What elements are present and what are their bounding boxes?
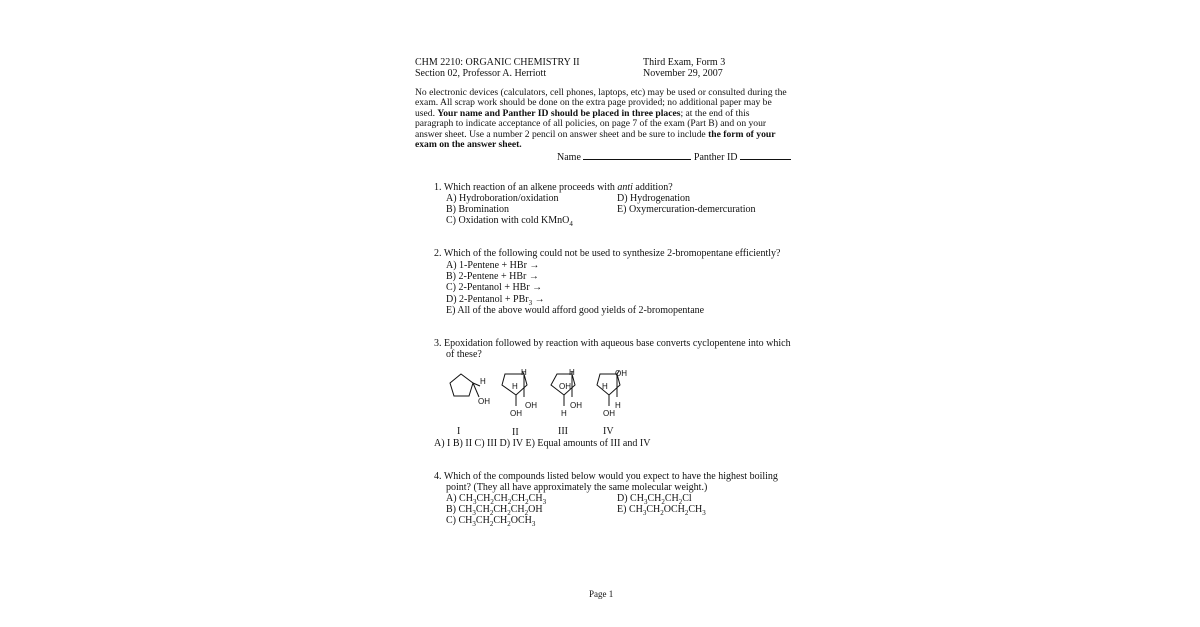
structure-i bbox=[450, 374, 480, 397]
struct-i-h: H bbox=[480, 377, 486, 386]
q2-option-e[interactable]: E) All of the above would afford good yields of 2-bromopentane bbox=[446, 305, 705, 316]
q4-option-e[interactable]: E) $CH_3CH_2OCH_2CH_3$ bbox=[617, 504, 706, 517]
struct-iv-h-inner: H bbox=[602, 382, 608, 391]
name-line bbox=[557, 150, 791, 163]
q1-option-e[interactable]: E) Oxymercuration-demercuration bbox=[617, 204, 756, 215]
struct-i-oh: OH bbox=[478, 397, 490, 406]
struct-ii-h-top: H bbox=[521, 368, 527, 377]
q3-label-i: I bbox=[457, 426, 461, 437]
q1-option-a[interactable]: A) Hydroboration/oxidation bbox=[446, 193, 559, 204]
course-title: CHM 2210: ORGANIC CHEMISTRY II bbox=[415, 57, 580, 68]
q3-label-iii: III bbox=[558, 426, 568, 437]
q2-stem: 2. Which of the following could not be used to synthesize 2-bromopentane efficiently? bbox=[434, 248, 781, 259]
instructions-text-1: No electronic devices (calculators, cell phones, laptops, etc) may be used or consulted during the exam. All scrap work should be done on the extra page provided; no additional paper may be used. bbox=[415, 87, 787, 119]
q1-option-d[interactable]: D) Hydrogenation bbox=[617, 193, 691, 204]
instructions-bold-1: Your name and Panther ID should be placed in three places bbox=[437, 107, 681, 119]
q3-stem-line2: of these? bbox=[446, 349, 482, 360]
instructions-text-2: ; at the end of this paragraph to indicate acceptance of all policies, on page 7 of the exam (Part B) and on your answer sheet. Use a number 2 pencil on answer sheet and be sure to include bbox=[415, 107, 767, 140]
struct-iii-oh-inner: OH bbox=[559, 382, 571, 391]
struct-iv-oh-top: OH bbox=[615, 369, 627, 378]
struct-iv-oh-bottom: OH bbox=[603, 409, 615, 418]
q4-option-b[interactable]: B) $CH_3CH_2CH_2CH_2OH$ bbox=[446, 504, 543, 517]
section-info: Section 02, Professor A. Herriott bbox=[415, 68, 547, 79]
q1-stem: 1. Which reaction of an alkene proceeds with anti addition? bbox=[434, 182, 673, 193]
q2-option-c[interactable]: C) 2-Pentanol + HBr → bbox=[446, 282, 543, 293]
q2-option-a[interactable]: A) 1-Pentene + HBr → bbox=[446, 260, 540, 271]
panther-id-label: Panther ID bbox=[693, 152, 738, 163]
instructions-bold-2: the form of your exam on the answer sheet. bbox=[415, 128, 776, 151]
struct-ii-h-inner: H bbox=[512, 382, 518, 391]
struct-ii-oh-bottom: OH bbox=[510, 409, 522, 418]
q3-structures bbox=[445, 365, 670, 425]
q2-option-b[interactable]: B) 2-Pentene + HBr → bbox=[446, 271, 539, 282]
q4-option-a[interactable]: A) $CH_3CH_2CH_2CH_2CH_3$ bbox=[446, 493, 547, 506]
name-blank[interactable] bbox=[583, 150, 691, 160]
q3-label-ii: II bbox=[512, 427, 519, 438]
q4-stem-line1: 4. Which of the compounds listed below would you expect to have the highest boiling bbox=[434, 471, 778, 482]
name-label: Name bbox=[557, 152, 581, 163]
struct-iii-oh-right: OH bbox=[570, 401, 582, 410]
exam-form: Third Exam, Form 3 bbox=[643, 57, 726, 68]
panther-id-blank[interactable] bbox=[740, 150, 791, 160]
struct-ii-oh-right: OH bbox=[525, 401, 537, 410]
q4-option-c[interactable]: C) $CH_3CH_2CH_2OCH_3$ bbox=[446, 515, 536, 528]
q3-label-iv: IV bbox=[603, 426, 614, 437]
q3-answer-options[interactable]: A) I B) II C) III D) IV E) Equal amounts of III and IV bbox=[434, 438, 651, 449]
struct-iii-h-bottom: H bbox=[561, 409, 567, 418]
q1-option-c[interactable]: C) Oxidation with cold KMnO$_4$ bbox=[446, 215, 573, 228]
page-number: Page 1 bbox=[589, 589, 614, 599]
struct-iii-h-top: H bbox=[569, 368, 575, 377]
q3-stem-line1: 3. Epoxidation followed by reaction with aqueous base converts cyclopentene into which bbox=[434, 338, 791, 349]
q1-option-b[interactable]: B) Bromination bbox=[446, 204, 510, 215]
struct-iv-h-right: H bbox=[615, 401, 621, 410]
instructions-paragraph bbox=[415, 88, 790, 150]
q4-stem-line2: point? (They all have approximately the same molecular weight.) bbox=[446, 482, 708, 493]
q4-option-d[interactable]: D) $CH_3CH_2CH_2Cl$ bbox=[617, 493, 692, 506]
q2-option-d[interactable]: D) 2-Pentanol + PBr$_3$ → bbox=[446, 294, 545, 307]
exam-date: November 29, 2007 bbox=[643, 68, 723, 79]
